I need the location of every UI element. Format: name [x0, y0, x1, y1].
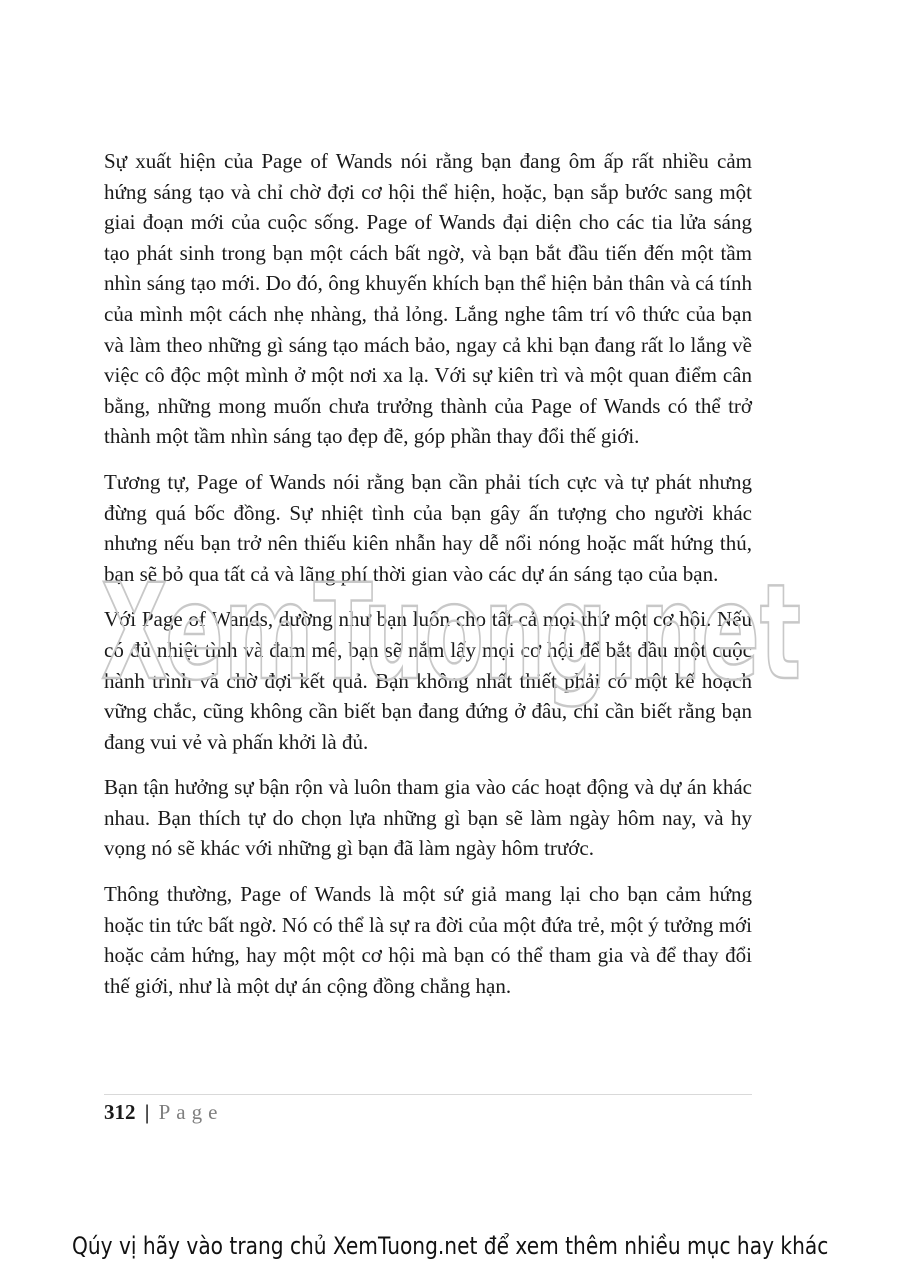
- paragraph-4: Bạn tận hưởng sự bận rộn và luôn tham gia vào các hoạt động và dự án khác nhau. Bạn thích tự do chọn lựa những gì bạn sẽ làm ngày hôm nay, và hy vọng nó sẽ khác với những gì bạn đã làm ngày hôm trước.: [104, 775, 752, 861]
- page-number: 312: [104, 1100, 136, 1124]
- paragraph-5: Thông thường, Page of Wands là một sứ giả mang lại cho bạn cảm hứng hoặc tin tức bất ngờ. Nó có thể là sự ra đời của một đứa trẻ, một ý tưởng mới hoặc cảm hứng, hay một một cơ hội mà bạn có thể tham gia và để thay đổi thế giới, như là một dự án cộng đồng chẳng hạn.: [104, 882, 752, 998]
- page-footer: [104, 1100, 223, 1125]
- paragraph-1: Sự xuất hiện của Page of Wands nói rằng bạn đang ôm ấp rất nhiều cảm hứng sáng tạo và chỉ chờ đợi cơ hội thể hiện, hoặc, bạn sắp bước sang một giai đoạn mới của cuộc sống. Page of Wands đại diện cho các tia lửa sáng tạo phát sinh trong bạn một cách bất ngờ, và bạn bắt đầu tiến đến một tầm nhìn sáng tạo mới. Do đó, ông khuyến khích bạn thể hiện bản thân và cá tính của mình một cách nhẹ nhàng, thả lỏng. Lắng nghe tâm trí vô thức của bạn và làm theo những gì sáng tạo mách bảo, ngay cả khi bạn đang rất lo lắng về việc cô độc một mình ở một nơi xa lạ. Với sự kiên trì và một quan điểm cân bằng, những mong muốn chưa trưởng thành của Page of Wands có thể trở thành một tầm nhìn sáng tạo đẹp đẽ, góp phần thay đổi thế giới.: [104, 149, 752, 449]
- footer-divider: [104, 1094, 752, 1095]
- page-separator: |: [144, 1100, 150, 1124]
- watermark-text: XemTuong.net: [101, 556, 801, 710]
- page-word: Page: [158, 1100, 224, 1124]
- paragraph-3: Với Page of Wands, dường như bạn luôn cho tất cả mọi thứ một cơ hội. Nếu có đủ nhiệt tình và đam mê, bạn sẽ nắm lấy mọi cơ hội để bắt đầu một cuộc hành trình và chờ đợi kết quả. Bạn không nhất thiết phải có một kế hoạch vững chắc, cũng không cần biết bạn đang đứng ở đâu, chỉ cần biết rằng bạn đang vui vẻ và phấn khởi là đủ.: [104, 607, 752, 754]
- paragraph-2: Tương tự, Page of Wands nói rằng bạn cần phải tích cực và tự phát nhưng đừng quá bốc đồng. Sự nhiệt tình của bạn gây ấn tượng cho người khác nhưng nếu bạn trở nên thiếu kiên nhẫn hay dễ nổi nóng hoặc mất hứng thú, bạn sẽ bỏ qua tất cả và lãng phí thời gian vào các dự án sáng tạo của bạn.: [104, 469, 752, 586]
- body-text: [104, 146, 752, 1016]
- site-banner: Qúy vị hãy vào trang chủ XemTuong.net để xem thêm nhiều mục hay khác: [72, 1232, 829, 1260]
